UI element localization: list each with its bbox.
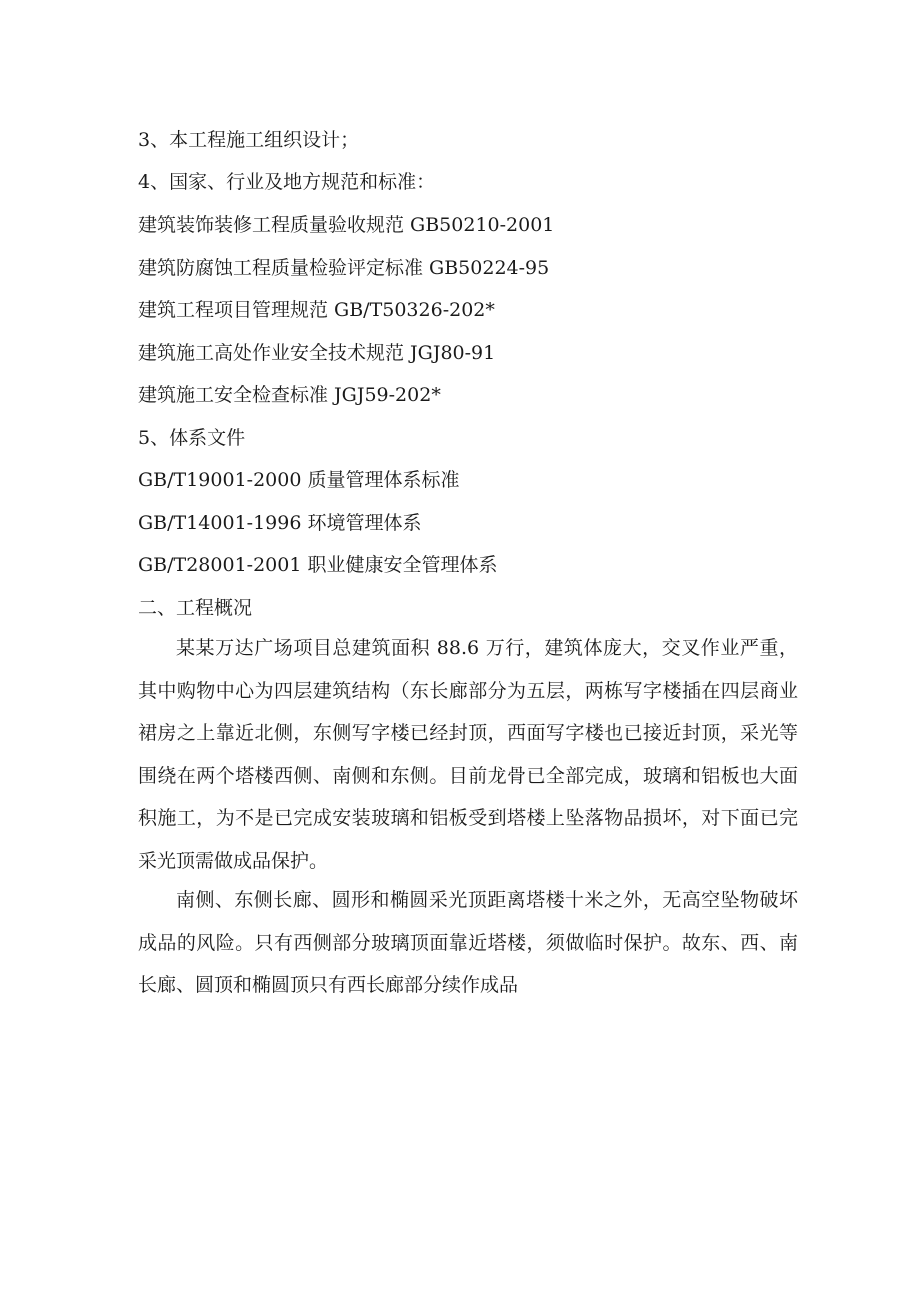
system-gbt28001: GB/T28001-2001 职业健康安全管理体系 bbox=[138, 554, 498, 576]
system-gbt19001: GB/T19001-2000 质量管理体系标准 bbox=[138, 469, 460, 491]
overview-paragraph-2: 南侧、东侧长廊、圆形和椭圆采光顶距离塔楼十米之外，无高空坠物破坏成品的风险。只有西侧部分玻璃顶面靠近塔楼，须做临时保护。故东、西、南长廊、圆顶和椭圆顶只有西长廊部分续作成品 bbox=[138, 889, 798, 996]
reference-item-5: 5、体系文件 bbox=[138, 427, 246, 449]
standard-gb50224: 建筑防腐蚀工程质量检验评定标准 GB50224-95 bbox=[138, 257, 550, 279]
reference-item-4: 4、国家、行业及地方规范和标准： bbox=[138, 171, 436, 193]
standard-jgj59: 建筑施工安全检查标准 JGJ59-202* bbox=[138, 384, 441, 406]
standard-jgj80: 建筑施工高处作业安全技术规范 JGJ80-91 bbox=[138, 342, 496, 364]
reference-item-3: 3、本工程施工组织设计； bbox=[138, 129, 360, 151]
overview-paragraph-1: 某某万达广场项目总建筑面积 88.6 万行，建筑体庞大，交叉作业严重，其中购物中心为四层建筑结构（东长廊部分为五层，两栋写字楼插在四层商业裙房之上靠近北侧，东侧写字楼已经封顶，西面写字楼也已接近封顶，采光等围绕在两个塔楼西侧、南侧和东侧。目前龙骨已全部完成，玻璃和铝板也大面积施工，为不是已完成安装玻璃和铝板受到塔楼上坠落物品损坏，对下面已完采光顶需做成品保护。 bbox=[138, 637, 798, 872]
standard-gbt50326: 建筑工程项目管理规范 GB/T50326-202* bbox=[138, 299, 495, 321]
standard-gb50210: 建筑装饰装修工程质量验收规范 GB50210-2001 bbox=[138, 214, 555, 236]
section-heading-project-overview: 二、工程概况 bbox=[138, 597, 253, 619]
system-gbt14001: GB/T14001-1996 环境管理体系 bbox=[138, 512, 422, 534]
